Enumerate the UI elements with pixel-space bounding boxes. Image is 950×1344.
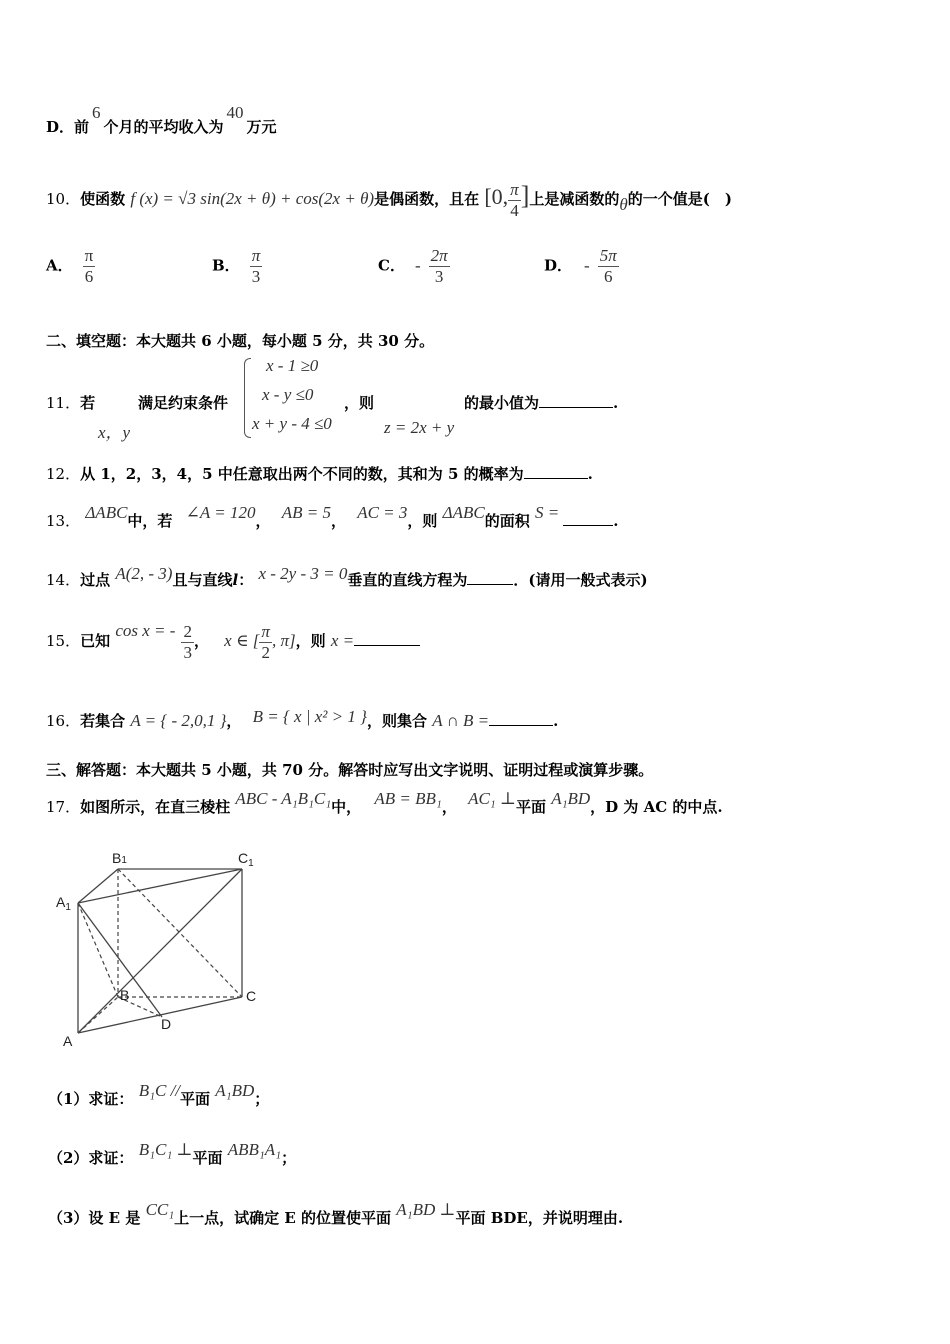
- q14-number: 14．: [46, 571, 81, 589]
- q10-option-d-sign: -: [584, 255, 590, 275]
- q10-option-c-frac: [429, 246, 450, 287]
- q11-vars: x，y: [98, 423, 131, 442]
- q10-function: f (x) = √3 sin(2x + θ) + cos(2x + θ): [130, 189, 375, 208]
- q10-number: 10．: [46, 190, 81, 208]
- q10-interval-den: 4: [510, 200, 519, 220]
- q13-s: S =: [534, 503, 560, 522]
- q11-constraint-1: x - 1 ≥0: [266, 356, 319, 375]
- q11-answer-blank: [539, 393, 613, 408]
- q17-prism: ABC - A₁B₁C₁: [235, 789, 332, 808]
- q13-triangle: ΔABC: [85, 503, 128, 522]
- q15-range-num: π: [261, 621, 270, 641]
- q17-part-3: [48, 1200, 624, 1228]
- q12-text: 从 1，2，3，4，5 中任意取出两个不同的数，其和为 5 的概率为: [80, 465, 524, 483]
- q10-option-c-den: 3: [434, 267, 444, 286]
- q14-line: [46, 564, 648, 590]
- q14-line-l: l: [232, 571, 239, 589]
- q13-t2: ，则: [407, 512, 438, 530]
- q16-intersection: A ∩ B =: [432, 711, 490, 730]
- q15-number: 15．: [46, 632, 81, 650]
- q15-x: x =: [330, 631, 355, 650]
- q9d-label: D．前: [46, 118, 90, 136]
- q11-cond: 满足约束条件: [138, 394, 229, 412]
- q15-range-pre: x ∈ [: [224, 631, 260, 650]
- q14-point: A(2, - 3): [115, 564, 173, 583]
- q15-line: 15．已知 cos x = - $\frac{2}{3}$ ， x ∈ [ $\frac{\pi}{2}$ , π]，则 x =: [46, 618, 420, 664]
- q15-range-den: 2: [261, 642, 270, 662]
- q11-tail-text: 的最小值为: [464, 394, 540, 412]
- q13-line: 13． ΔABC中，若 ∠A = 120， AB = 5， AC = 3，则 ΔABC的面积 S = .: [46, 503, 619, 530]
- q10-option-d-den: 6: [603, 267, 613, 286]
- q14-t2: 且与直线: [172, 571, 233, 589]
- q17-p2-plane: ABB₁A₁: [227, 1140, 282, 1159]
- q10-option-d: [544, 246, 619, 287]
- q11-tail: 的最小值为 .: [464, 394, 619, 412]
- q17-p1-label: （1）求证：: [48, 1090, 134, 1108]
- q12-number: 12．: [46, 465, 81, 483]
- label-c1: $C_1$: [238, 850, 254, 869]
- edge-a1-c1: [78, 869, 242, 903]
- q16-t1: 若集合: [80, 712, 126, 730]
- q10-option-a-num: π: [84, 246, 94, 265]
- q10-option-d-label: D．: [544, 256, 573, 275]
- q17-p3-t1: 上一点，试确定 E 的位置使平面: [174, 1209, 392, 1227]
- q17-line: 17．如图所示，在直三棱柱 ABC - A₁B₁C₁中， AB = BB₁， AC₁ ⊥平面 A₁BD，D 为 AC 的中点.: [46, 789, 723, 816]
- q13-t3: 的面积: [484, 512, 530, 530]
- label-c: C: [246, 988, 257, 1004]
- q10-tail: 的一个值是( ): [627, 190, 732, 208]
- q17-p1-t: 平面: [180, 1090, 211, 1108]
- label-a1: $A_1$: [56, 894, 71, 913]
- q17-ac: AC₁ ⊥: [468, 789, 516, 808]
- q15-cos: cos x = -: [115, 621, 176, 640]
- q10-option-b-num: π: [251, 246, 261, 265]
- q10-mid: 是偶函数，且在: [374, 190, 480, 208]
- q10-post: 上是减函数的: [529, 190, 620, 208]
- q17-plane: A₁BD: [551, 789, 591, 808]
- q13-angle: ∠A = 120: [185, 503, 256, 522]
- q14-equation: x - 2y - 3 = 0: [258, 564, 348, 583]
- edge-a-b-hidden: [78, 997, 118, 1033]
- q15-t1: 已知: [80, 632, 111, 650]
- label-b1: B1: [112, 850, 127, 866]
- label-d: D: [161, 1016, 172, 1032]
- q10-interval-num: π: [510, 179, 519, 199]
- q10-option-d-frac: [598, 246, 619, 287]
- section-3-heading: 三、解答题：本大题共 5 小题，共 70 分。解答时应写出文字说明、证明过程或演算步骤。: [46, 761, 654, 779]
- q13-triangle-2: ΔABC: [442, 503, 485, 522]
- q12-answer-blank: [524, 464, 588, 479]
- q9d-six: 6: [92, 103, 101, 122]
- q14-answer-blank: [467, 570, 513, 585]
- q15-frac-den: 3: [183, 642, 192, 662]
- q17-p3-t2: 平面 BDE，并说明理由.: [455, 1209, 624, 1227]
- q10-option-b-den: 3: [251, 267, 261, 286]
- q9d-tail: 万元: [246, 118, 277, 136]
- q16-line: 16．若集合 A = { - 2,0,1 }， B = { x | x² > 1 }，则集合 A ∩ B = .: [46, 707, 559, 730]
- diag-a-c1: [78, 869, 242, 1033]
- q10-option-c-label: C．: [378, 256, 405, 275]
- prism-figure: [50, 845, 280, 1050]
- section-2-heading: 二、填空题：本大题共 6 小题，每小题 5 分，共 30 分。: [46, 332, 435, 350]
- q10-option-b: [212, 246, 262, 287]
- q9d-mid: 个月的平均收入为: [103, 118, 224, 136]
- q17-t2: 中，: [331, 798, 362, 816]
- q13-ac: AC = 3: [357, 503, 408, 522]
- q10-option-d-num: 5π: [599, 246, 617, 265]
- label-a: A: [63, 1033, 73, 1049]
- q13-t1: 中，若: [127, 512, 173, 530]
- q10-option-a-den: 6: [84, 267, 94, 286]
- q16-set-a: A = { - 2,0,1 }: [130, 711, 227, 730]
- q10-pre: 使函数: [80, 190, 126, 208]
- q9-option-d: [46, 103, 277, 137]
- q17-p3-label: （3）设 E 是: [48, 1209, 141, 1227]
- q14-colon: ：: [238, 571, 254, 589]
- q12-line: 12．从 1，2，3，4，5 中任意取出两个不同的数，其和为 5 的概率为 .: [46, 465, 593, 483]
- q16-answer-blank: [489, 711, 553, 726]
- q10-option-a: [46, 246, 95, 287]
- q17-t1: 如图所示，在直三棱柱: [80, 798, 231, 816]
- q11-if: 若: [80, 394, 96, 412]
- q11-constraint-3: x + y - 4 ≤0: [252, 414, 332, 433]
- q17-part-1: [48, 1081, 270, 1109]
- q11-number: 11．: [46, 394, 81, 412]
- q17-number: 17．: [46, 798, 81, 816]
- q11-z: z = 2x + y: [384, 418, 455, 437]
- q15-range-post: , π]: [271, 631, 296, 650]
- q13-ab: AB = 5: [281, 503, 331, 522]
- q10-theta: θ: [619, 195, 628, 214]
- q10-option-c-sign: -: [414, 255, 421, 275]
- edge-a1-b1: [78, 869, 118, 903]
- q10-interval-left: [0,: [484, 184, 509, 209]
- q11-constraint-2: x - y ≤0: [262, 385, 314, 404]
- q17-p2-end: ；: [281, 1149, 297, 1167]
- q10-interval-frac: [508, 180, 521, 221]
- q16-number: 16．: [46, 712, 81, 730]
- q14-t1: 过点: [80, 571, 111, 589]
- q14-t3: 垂直的直线方程为: [347, 571, 468, 589]
- q17-t3: 平面: [515, 798, 546, 816]
- q15-frac: [181, 622, 194, 663]
- q15-range-frac: [259, 622, 272, 663]
- q13-answer-blank: [563, 511, 613, 526]
- q9d-forty: 40: [226, 103, 244, 122]
- q15-frac-num: 2: [183, 621, 192, 641]
- q13-number: 13．: [46, 512, 81, 530]
- q17-p2-t: 平面: [192, 1149, 223, 1167]
- q17-p1-math: B₁C //: [138, 1081, 181, 1100]
- q17-ab: AB = BB₁: [374, 789, 442, 808]
- q15-t2: ，则: [295, 632, 326, 650]
- q17-p3-cc: CC₁: [145, 1200, 175, 1219]
- q10-option-b-frac: [250, 246, 263, 287]
- q17-p2-label: （2）求证：: [48, 1149, 134, 1167]
- q17-part-2: [48, 1140, 297, 1168]
- q17-p1-end: ；: [254, 1090, 270, 1108]
- q10-stem: [46, 176, 732, 221]
- q10-option-c-num: 2π: [430, 246, 448, 265]
- q10-option-c: [378, 246, 450, 287]
- q16-set-b: B = { x | x² > 1 }: [252, 707, 367, 726]
- q16-t2: ，则集合: [366, 712, 427, 730]
- q14-tail: ．(请用一般式表示): [513, 571, 648, 589]
- q10-option-a-frac: [83, 246, 96, 287]
- q10-option-a-label: A．: [46, 256, 73, 275]
- q17-p1-plane: A₁BD: [215, 1081, 255, 1100]
- q10-interval-right: ]: [520, 181, 530, 210]
- q11-brace: [244, 358, 251, 438]
- q11-line: [46, 392, 95, 413]
- q15-answer-blank: [354, 631, 420, 646]
- q11-then: ，则: [344, 394, 375, 412]
- q17-p2-math: B₁C₁ ⊥: [138, 1140, 193, 1159]
- label-b: B: [120, 987, 130, 1003]
- q17-t4: ，D 为 AC 的中点.: [590, 798, 723, 816]
- q17-p3-plane: A₁BD ⊥: [396, 1200, 456, 1219]
- q10-option-b-label: B．: [212, 256, 240, 275]
